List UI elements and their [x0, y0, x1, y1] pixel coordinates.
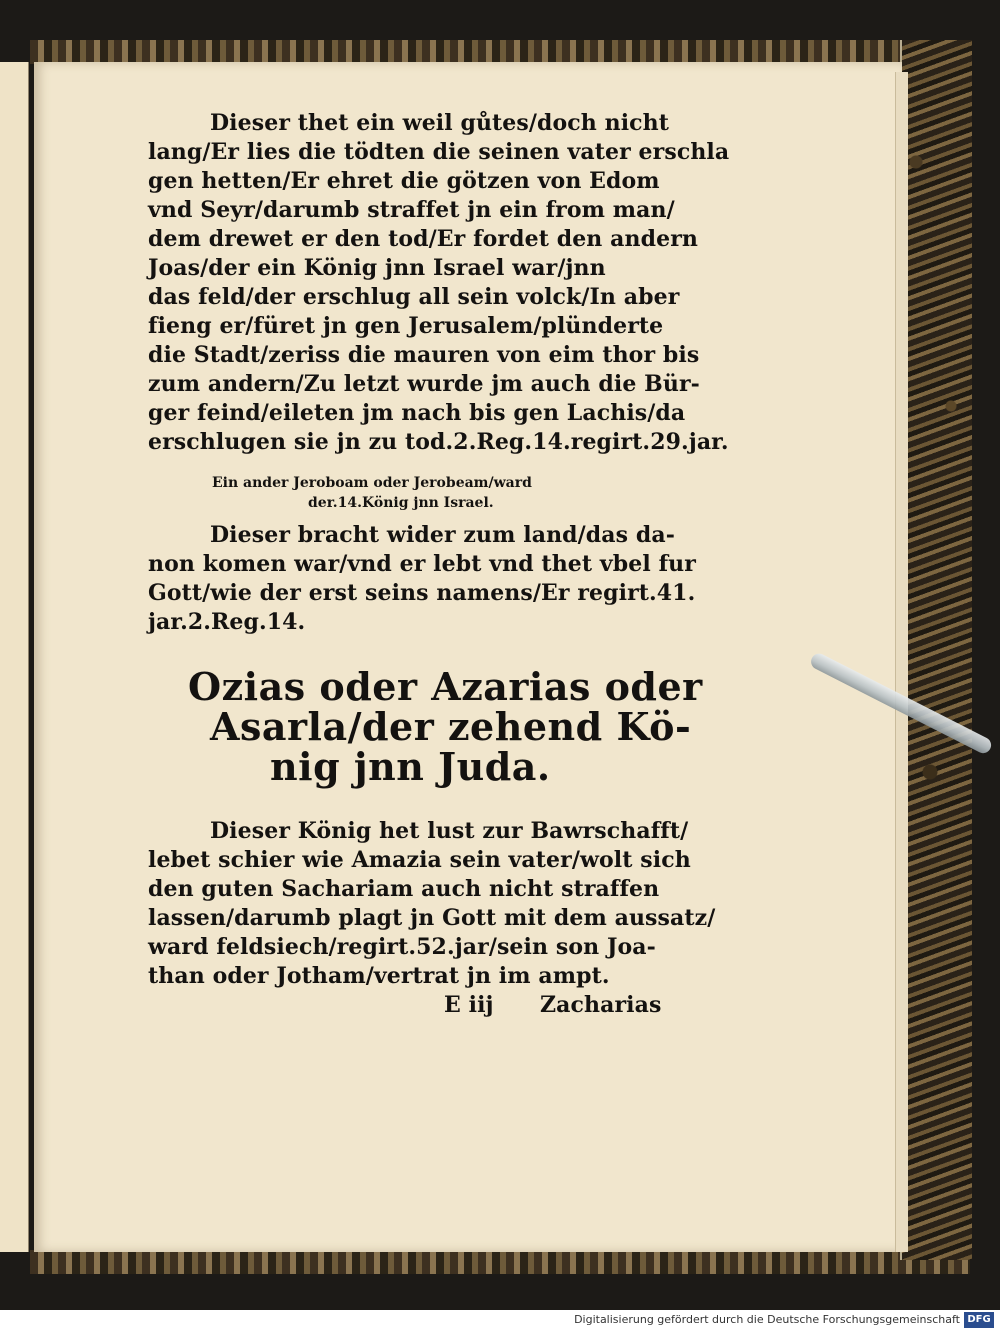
- text-line: vnd Seyr/darumb straffet jn ein from man/: [148, 197, 675, 223]
- text-line: lebet schier wie Amazia sein vater/wolt sich: [148, 847, 691, 873]
- page-stack-edge: [895, 72, 908, 1252]
- marbled-cover-edge: [900, 40, 972, 1260]
- heading-line: Asarla/der zehend Kö-: [210, 704, 692, 749]
- book-cover-bottom: [30, 1250, 970, 1274]
- subheading-line: der.14.König jnn Israel.: [308, 495, 494, 511]
- text-line: lassen/darumb plagt jn Gott mit dem aussatz/: [148, 905, 716, 931]
- text-line: den guten Sachariam auch nicht straffen: [148, 876, 660, 902]
- text-line: ger feind/eileten jm nach bis gen Lachis/da: [148, 400, 686, 426]
- funding-credit: Digitalisierung gefördert durch die Deutsche Forschungsgemeinschaft: [574, 1313, 960, 1326]
- catchword: Zacharias: [540, 992, 662, 1018]
- text-line: Dieser bracht wider zum land/das da-: [210, 522, 675, 548]
- previous-page-edge: [0, 62, 29, 1252]
- signature-mark: E iij: [444, 992, 494, 1018]
- text-line: ward feldsiech/regirt.52.jar/sein son Joa-: [148, 934, 656, 960]
- text-line: die Stadt/zeriss die mauren von eim thor bis: [148, 342, 700, 368]
- text-line: lang/Er lies die tödten die seinen vater erschla: [148, 139, 730, 165]
- text-line: non komen war/vnd er lebt vnd thet vbel fur: [148, 551, 696, 577]
- subheading-line: Ein ander Jeroboam oder Jerobeam/ward: [212, 475, 532, 491]
- dfg-logo: DFG: [964, 1312, 994, 1328]
- text-line: fieng er/füret jn gen Jerusalem/plünderte: [148, 313, 664, 339]
- footer-bar: [0, 1310, 1000, 1331]
- text-line: than oder Jotham/vertrat jn im ampt.: [148, 963, 610, 989]
- text-line: erschlugen sie jn zu tod.2.Reg.14.regirt.29.jar.: [148, 429, 729, 455]
- text-line: gen hetten/Er ehret die götzen von Edom: [148, 168, 660, 194]
- heading-line: Ozias oder Azarias oder: [188, 664, 703, 709]
- text-line: zum andern/Zu letzt wurde jm auch die Bür-: [148, 371, 700, 397]
- text-line: jar.2.Reg.14.: [148, 609, 306, 635]
- book-cover-top: [30, 40, 970, 64]
- heading-line: nig jnn Juda.: [270, 744, 551, 789]
- text-line: das feld/der erschlug all sein volck/In aber: [148, 284, 680, 310]
- text-line: Dieser König het lust zur Bawrschafft/: [210, 818, 689, 844]
- text-line: Gott/wie der erst seins namens/Er regirt.41.: [148, 580, 696, 606]
- text-line: dem drewet er den tod/Er fordet den andern: [148, 226, 698, 252]
- text-line: Joas/der ein König jnn Israel war/jnn: [148, 255, 606, 281]
- text-line: Dieser thet ein weil gůtes/doch nicht: [210, 110, 670, 136]
